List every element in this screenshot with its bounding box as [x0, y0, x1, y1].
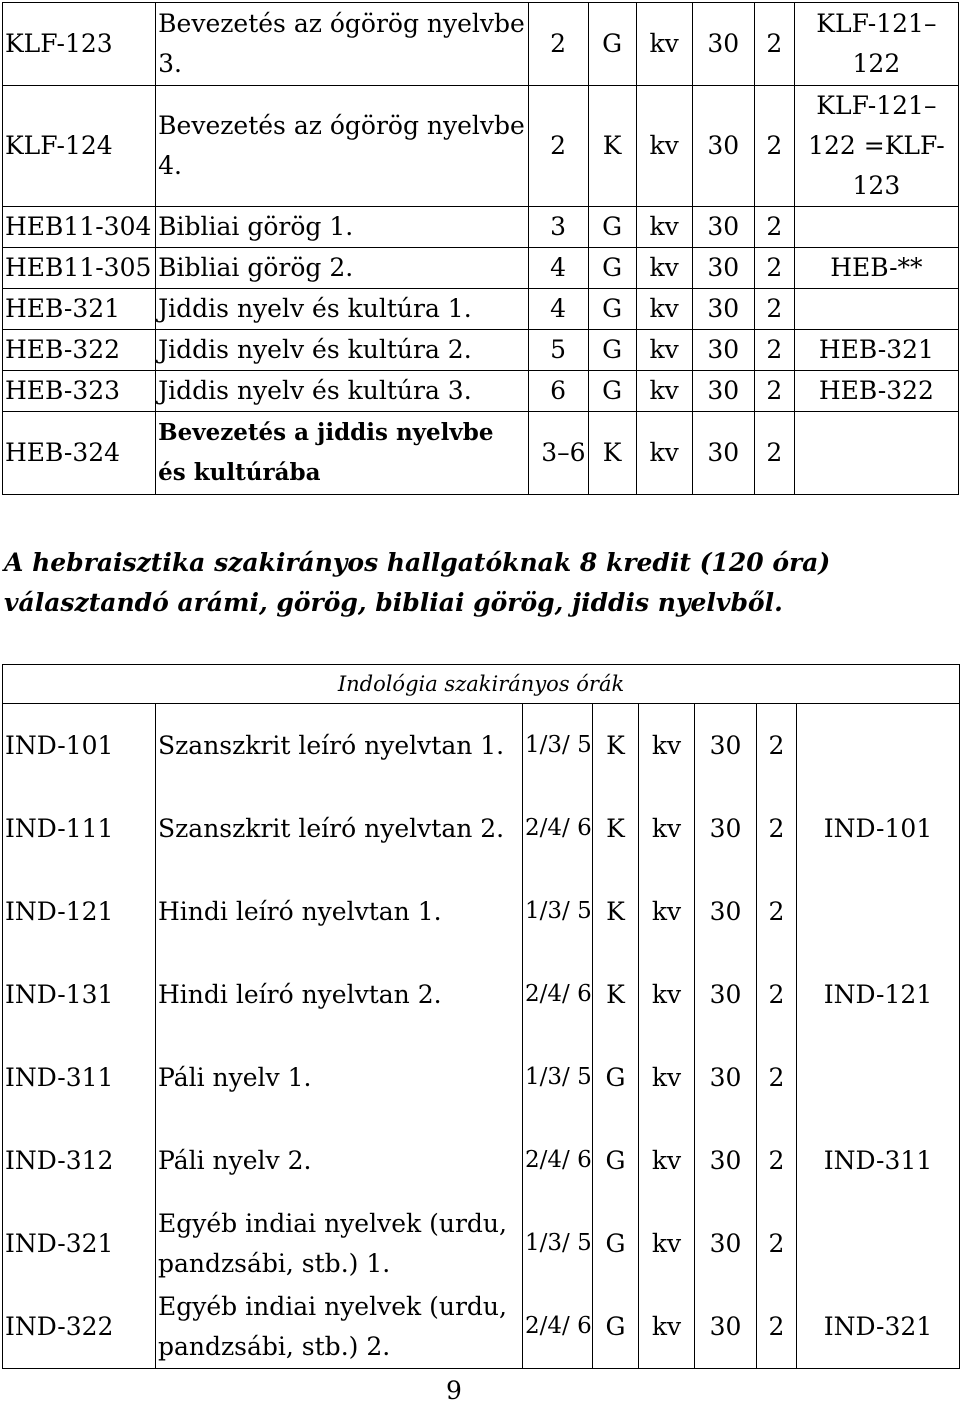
course-name: Bibliai görög 2.	[156, 248, 528, 289]
course-type: G	[593, 1036, 639, 1119]
course-hours: 30	[692, 86, 754, 207]
course-type: K	[593, 787, 639, 870]
course-type: G	[588, 3, 636, 86]
course-hours: 30	[692, 207, 754, 248]
course-kv: kv	[636, 3, 692, 86]
course-name: Bibliai görög 1.	[156, 207, 528, 248]
course-name: Jiddis nyelv és kultúra 1.	[156, 289, 528, 330]
course-credit: 2	[754, 207, 794, 248]
course-name: Hindi leíró nyelvtan 2.	[156, 953, 523, 1036]
course-kv: kv	[636, 330, 692, 371]
course-name: Bevezetés a jiddis nyelvbe és kultúrába	[156, 412, 528, 495]
table-row	[3, 870, 960, 953]
course-code: IND-321	[3, 1202, 156, 1285]
table-row	[3, 1036, 960, 1119]
course-credit: 2	[757, 1036, 797, 1119]
course-credit: 2	[757, 953, 797, 1036]
course-credit: 2	[757, 704, 797, 788]
table-row	[3, 1285, 960, 1369]
course-type: K	[588, 412, 636, 495]
course-semester: 5	[528, 330, 588, 371]
course-credit: 2	[754, 3, 794, 86]
course-kv: kv	[636, 412, 692, 495]
course-code: IND-101	[3, 704, 156, 788]
course-name: Szanszkrit leíró nyelvtan 2.	[156, 787, 523, 870]
course-code: HEB-324	[3, 412, 156, 495]
table-row	[3, 371, 959, 412]
course-code: KLF-124	[3, 86, 156, 207]
course-name: Jiddis nyelv és kultúra 2.	[156, 330, 528, 371]
course-semester: 2/4/ 6	[523, 787, 593, 870]
course-prerequisite: KLF-121–122	[794, 3, 958, 86]
course-type: K	[593, 704, 639, 788]
course-name: Bevezetés az ógörög nyelvbe 3.	[156, 3, 528, 86]
course-hours: 30	[692, 289, 754, 330]
course-hours: 30	[695, 787, 757, 870]
course-prerequisite	[794, 412, 958, 495]
course-type: K	[588, 86, 636, 207]
course-prerequisite	[797, 1202, 960, 1285]
course-name: Egyéb indiai nyelvek (urdu, pandzsábi, stb.) 2.	[156, 1285, 523, 1369]
course-hours: 30	[692, 3, 754, 86]
course-semester: 1/3/ 5	[523, 870, 593, 953]
course-prerequisite: HEB-**	[794, 248, 958, 289]
course-code: IND-312	[3, 1119, 156, 1202]
course-kv: kv	[639, 953, 695, 1036]
table-row	[3, 207, 959, 248]
course-semester: 1/3/ 5	[523, 704, 593, 788]
course-name: Páli nyelv 2.	[156, 1119, 523, 1202]
course-credit: 2	[754, 248, 794, 289]
course-prerequisite: IND-311	[797, 1119, 960, 1202]
course-name: Szanszkrit leíró nyelvtan 1.	[156, 704, 523, 788]
course-prerequisite	[797, 870, 960, 953]
course-prerequisite: IND-101	[797, 787, 960, 870]
course-semester: 6	[528, 371, 588, 412]
course-credit: 2	[757, 1119, 797, 1202]
course-type: G	[588, 289, 636, 330]
course-kv: kv	[636, 207, 692, 248]
course-type: K	[593, 953, 639, 1036]
course-semester: 4	[528, 289, 588, 330]
course-code: IND-121	[3, 870, 156, 953]
course-code: HEB11-305	[3, 248, 156, 289]
course-kv: kv	[636, 248, 692, 289]
course-code: IND-111	[3, 787, 156, 870]
table-header-row	[3, 665, 960, 704]
course-kv: kv	[639, 787, 695, 870]
table-row	[3, 1202, 960, 1285]
course-prerequisite: KLF-121–122 =KLF-123	[794, 86, 958, 207]
course-prerequisite	[797, 1036, 960, 1119]
course-kv: kv	[639, 1036, 695, 1119]
course-code: HEB-323	[3, 371, 156, 412]
course-hours: 30	[695, 704, 757, 788]
course-prerequisite: HEB-321	[794, 330, 958, 371]
course-code: KLF-123	[3, 3, 156, 86]
course-name: Páli nyelv 1.	[156, 1036, 523, 1119]
course-kv: kv	[639, 1285, 695, 1369]
course-semester: 2	[528, 3, 588, 86]
course-type: G	[588, 248, 636, 289]
course-code: IND-131	[3, 953, 156, 1036]
course-semester: 2/4/ 6	[523, 1285, 593, 1369]
table-row	[3, 330, 959, 371]
course-semester: 3–6	[528, 412, 588, 495]
course-credit: 2	[754, 330, 794, 371]
course-hours: 30	[695, 1036, 757, 1119]
hebraisztika-course-table	[2, 2, 959, 495]
course-semester: 2	[528, 86, 588, 207]
hebraisztika-note: A hebraisztika szakirányos hallgatóknak 8 kredit (120 óra) választandó arámi, görög, bibliai görög, jiddis nyelvből.	[4, 548, 831, 617]
course-kv: kv	[636, 371, 692, 412]
table-row	[3, 86, 959, 207]
course-hours: 30	[692, 248, 754, 289]
course-credit: 2	[757, 1285, 797, 1369]
course-credit: 2	[754, 86, 794, 207]
table-row	[3, 412, 959, 495]
course-code: HEB11-304	[3, 207, 156, 248]
course-kv: kv	[636, 86, 692, 207]
course-type: K	[593, 870, 639, 953]
page-number: 9	[446, 1376, 462, 1405]
course-credit: 2	[757, 870, 797, 953]
course-hours: 30	[695, 1202, 757, 1285]
course-type: G	[588, 207, 636, 248]
course-hours: 30	[692, 371, 754, 412]
table-row	[3, 289, 959, 330]
table-row	[3, 704, 960, 788]
course-prerequisite	[794, 289, 958, 330]
course-prerequisite	[797, 704, 960, 788]
table-row	[3, 3, 959, 86]
course-kv: kv	[639, 1202, 695, 1285]
course-type: G	[588, 330, 636, 371]
course-prerequisite: HEB-322	[794, 371, 958, 412]
course-semester: 4	[528, 248, 588, 289]
course-hours: 30	[695, 870, 757, 953]
course-kv: kv	[639, 870, 695, 953]
course-code: IND-322	[3, 1285, 156, 1369]
course-credit: 2	[757, 787, 797, 870]
table-row	[3, 787, 960, 870]
course-name: Jiddis nyelv és kultúra 3.	[156, 371, 528, 412]
course-name: Egyéb indiai nyelvek (urdu, pandzsábi, stb.) 1.	[156, 1202, 523, 1285]
course-type: G	[593, 1202, 639, 1285]
course-hours: 30	[695, 1119, 757, 1202]
course-code: HEB-322	[3, 330, 156, 371]
course-prerequisite	[794, 207, 958, 248]
course-type: G	[593, 1119, 639, 1202]
table-row	[3, 953, 960, 1036]
course-hours: 30	[692, 330, 754, 371]
indologia-course-table	[2, 664, 960, 1369]
course-prerequisite: IND-321	[797, 1285, 960, 1369]
course-credit: 2	[754, 412, 794, 495]
course-credit: 2	[757, 1202, 797, 1285]
course-credit: 2	[754, 289, 794, 330]
course-semester: 1/3/ 5	[523, 1202, 593, 1285]
course-kv: kv	[639, 1119, 695, 1202]
course-hours: 30	[695, 1285, 757, 1369]
course-semester: 3	[528, 207, 588, 248]
course-type: G	[588, 371, 636, 412]
course-type: G	[593, 1285, 639, 1369]
course-prerequisite: IND-121	[797, 953, 960, 1036]
course-kv: kv	[636, 289, 692, 330]
course-code: HEB-321	[3, 289, 156, 330]
course-semester: 2/4/ 6	[523, 1119, 593, 1202]
course-kv: kv	[639, 704, 695, 788]
table-section-title: Indológia szakirányos órák	[3, 665, 960, 704]
course-semester: 2/4/ 6	[523, 953, 593, 1036]
course-name: Hindi leíró nyelvtan 1.	[156, 870, 523, 953]
course-hours: 30	[692, 412, 754, 495]
course-semester: 1/3/ 5	[523, 1036, 593, 1119]
table-row	[3, 248, 959, 289]
course-code: IND-311	[3, 1036, 156, 1119]
course-name: Bevezetés az ógörög nyelvbe 4.	[156, 86, 528, 207]
course-credit: 2	[754, 371, 794, 412]
table-row	[3, 1119, 960, 1202]
course-hours: 30	[695, 953, 757, 1036]
